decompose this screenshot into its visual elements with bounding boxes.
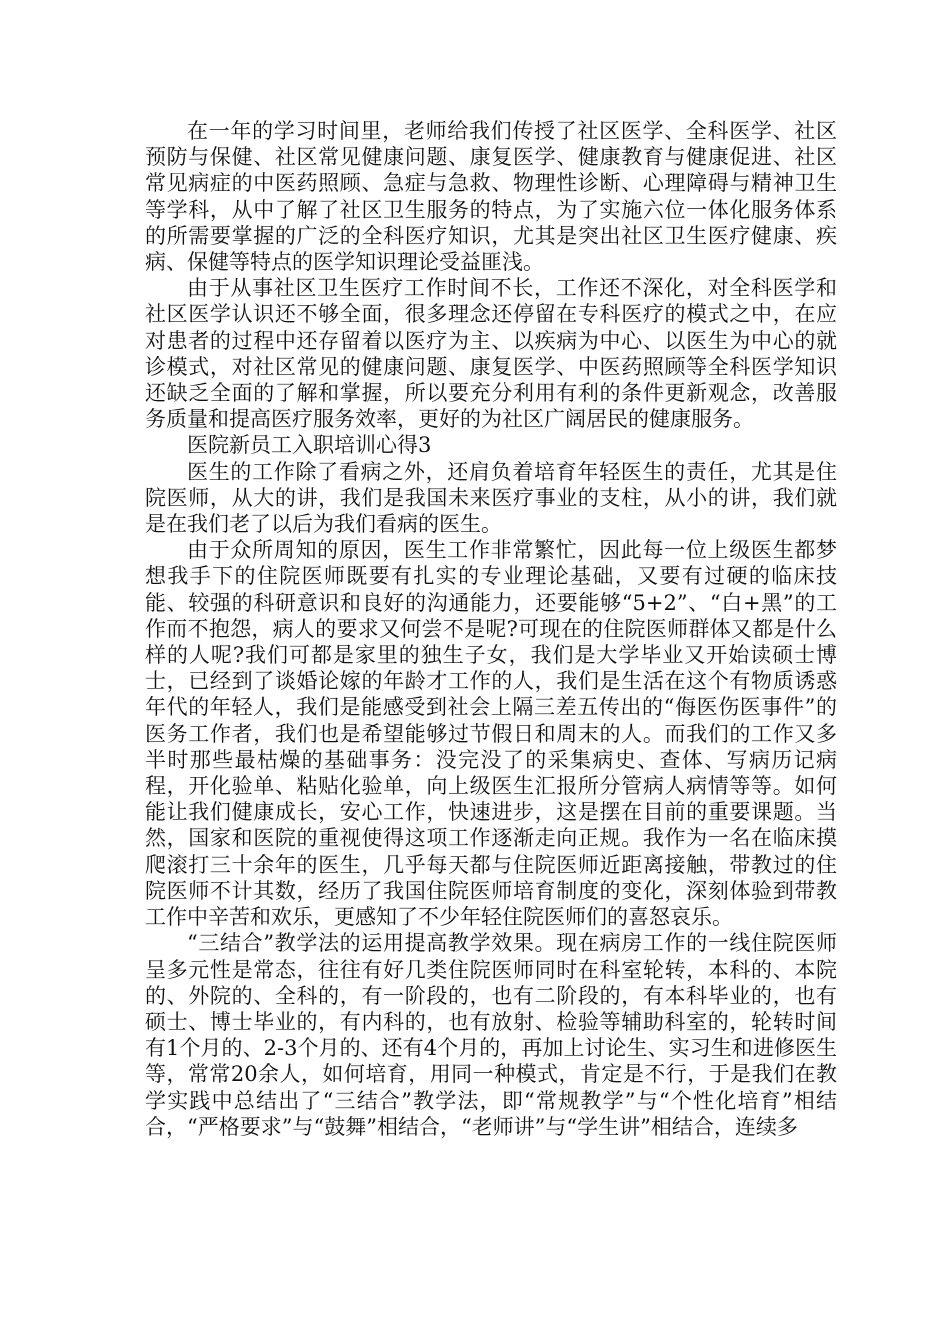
paragraph-5: “三结合”教学法的运用提高教学效果。现在病房工作的一线住院医师呈多元性是常态，往往有好几类住院医师同时在科室轮转，本科的、本院的、外院的、全科的，有一阶段的，也有二阶段的，有本科毕业的，也有硕士、博士毕业的，有内科的，也有放射、检验等辅助科室的，轮转时间有1个月的、2-3个月的、还有4个月的，再加上讨论生、实习生和进修医生等，常常20余人，如何培育，用同一种模式，肯定是不行，于是我们在教学实践中总结出了“三结合”教学法，即“常规教学”与“个性化培育”相结合，“严格要求”与“鼓舞”相结合，“老师讲”与“学生讲”相结合，连续多 (145, 931, 837, 1139)
document-body (145, 118, 837, 1140)
paragraph-4: 由于众所周知的原因，医生工作非常繁忙，因此每一位上级医生都梦想我手下的住院医师既要有扎实的专业理论基础，又要有过硬的临床技能、较强的科研意识和良好的沟通能力，还要能够“5+2”、“白+黑”的工作而不抱怨，病人的要求又何尝不是呢?可现在的住院医师群体又都是什么样的人呢?我们可都是家里的独生子女，我们是大学毕业又开始读硕士博士，已经到了谈婚论嫁的年龄才工作的人，我们是生活在这个有物质诱惑年代的年轻人，我们是能感受到社会上隔三差五传出的“侮医伤医事件”的医务工作者，我们也是希望能够过节假日和周末的人。而我们的工作又多半时那些最枯燥的基础事务：没完没了的采集病史、查体、写病历记病程，开化验单、粘贴化验单，向上级医生汇报所分管病人病情等等。如何能让我们健康成长，安心工作，快速进步，这是摆在目前的重要课题。当然，国家和医院的重视使得这项工作逐渐走向正规。我作为一名在临床摸爬滚打三十余年的医生，几乎每天都与住院医师近距离接触，带教过的住院医师不计其数，经历了我国住院医师培育制度的变化，深刻体验到带教工作中辛苦和欢乐，更感知了不少年轻住院医师们的喜怒哀乐。 (145, 538, 837, 930)
paragraph-1: 在一年的学习时间里，老师给我们传授了社区医学、全科医学、社区预防与保健、社区常见健康问题、康复医学、健康教育与健康促进、社区常见病症的中医药照顾、急症与急救、物理性诊断、心理障碍与精神卫生等学科，从中了解了社区卫生服务的特点，为了实施六位一体化服务体系的所需要掌握的广泛的全科医疗知识，尤其是突出社区卫生医疗健康、疾病、保健等特点的医学知识理论受益匪浅。 (145, 119, 837, 275)
section-heading: 医院新员工入职培训心得3 (187, 433, 432, 458)
paragraph-2: 由于从事社区卫生医疗工作时间不长，工作还不深化，对全科医学和社区医学认识还不够全面，很多理念还停留在专科医疗的模式之中，在应对患者的过程中还存留着以医疗为主、以疾病为中心、以医生为中心的就诊模式，对社区常见的健康问题、康复医学、中医药照顾等全科医学知识还缺乏全面的了解和掌握，所以要充分利用有利的条件更新观念，改善服务质量和提高医疗服务效率，更好的为社区广阔居民的健康服务。 (145, 276, 837, 432)
paragraph-3: 医生的工作除了看病之外，还肩负着培育年轻医生的责任，尤其是住院医师，从大的讲，我们是我国未来医疗事业的支柱，从小的讲，我们就是在我们老了以后为我们看病的医生。 (145, 459, 837, 537)
